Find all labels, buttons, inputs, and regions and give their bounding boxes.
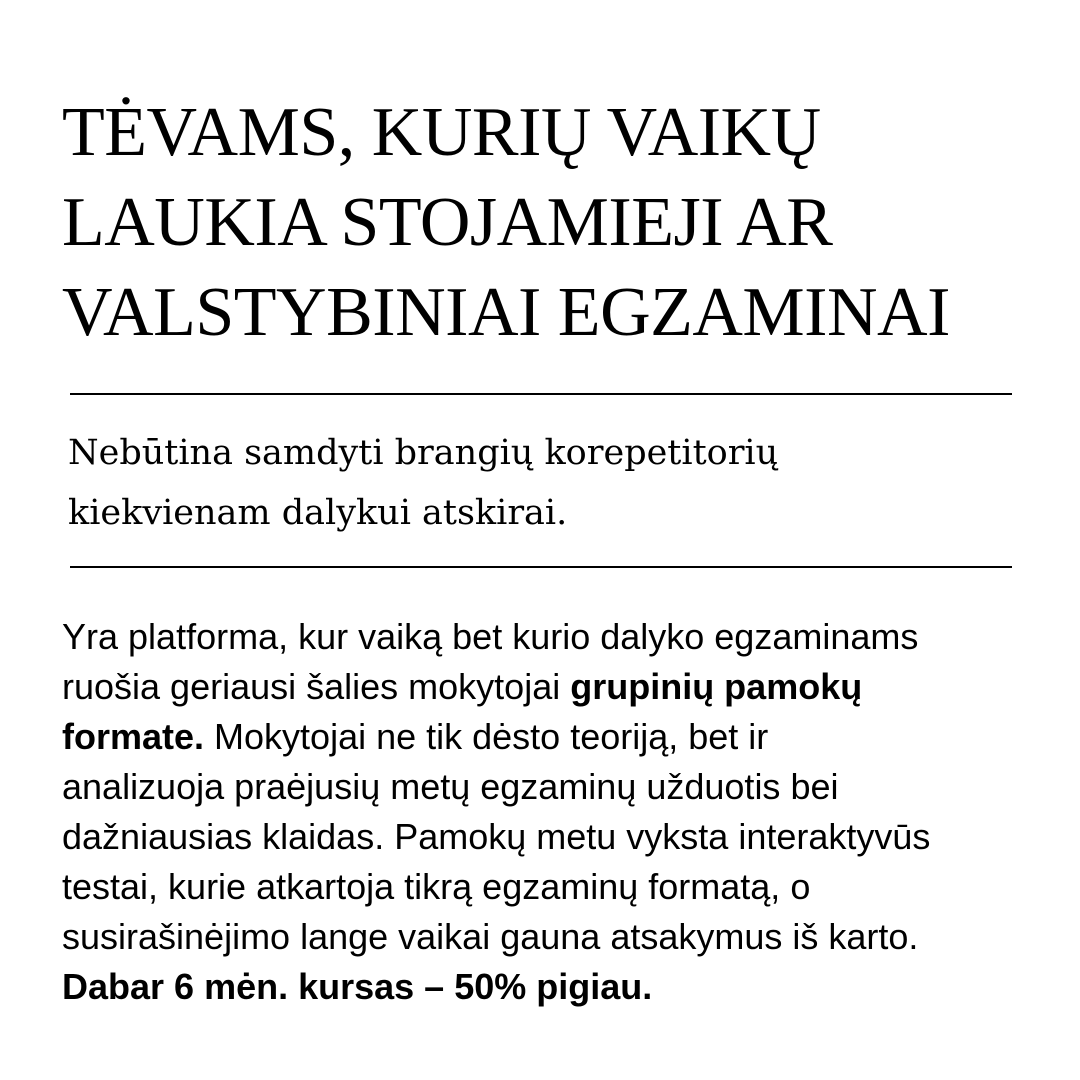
subheadline-line: kiekvienam dalykui atskirai. (68, 493, 568, 533)
body-bold-segment: formate. (62, 716, 205, 757)
body-line (62, 812, 1052, 862)
bottom-divider (70, 566, 1012, 568)
subheadline (68, 423, 1008, 543)
body-line (62, 962, 1052, 1012)
body-bold-segment: grupinių pamokų (570, 666, 863, 707)
headline-line: VALSTYBINIAI EGZAMINAI (62, 274, 950, 351)
body-line (62, 762, 1052, 812)
body-line (62, 862, 1052, 912)
top-divider (70, 393, 1012, 395)
body-text-segment: analizuoja praėjusių metų egzaminų užduotis bei (62, 766, 839, 807)
body-line (62, 612, 1052, 662)
body-text-segment: Mokytojai ne tik dėsto teoriją, bet ir (204, 716, 769, 757)
body-text-segment: ruošia geriausi šalies mokytojai (62, 666, 571, 707)
body-text-segment: dažniausias klaidas. Pamokų metu vyksta interaktyvūs (62, 816, 931, 857)
subheadline-line: Nebūtina samdyti brangių korepetitorių (68, 433, 779, 473)
body-paragraph (62, 612, 1052, 1012)
body-line (62, 912, 1052, 962)
body-text-segment: testai, kurie atkartoja tikrą egzaminų formatą, o (62, 866, 811, 907)
promo-offer: Dabar 6 mėn. kursas – 50% pigiau. (62, 966, 653, 1007)
body-text-segment: susirašinėjimo lange vaikai gauna atsakymus iš karto. (62, 916, 919, 957)
headline-line: LAUKIA STOJAMIEJI AR (62, 184, 833, 261)
body-line (62, 712, 1052, 762)
body-text-segment: Yra platforma, kur vaiką bet kurio dalyko egzaminams (62, 616, 919, 657)
headline-line: TĖVAMS, KURIŲ VAIKŲ (62, 94, 821, 171)
headline (62, 88, 1052, 358)
body-line (62, 662, 1052, 712)
